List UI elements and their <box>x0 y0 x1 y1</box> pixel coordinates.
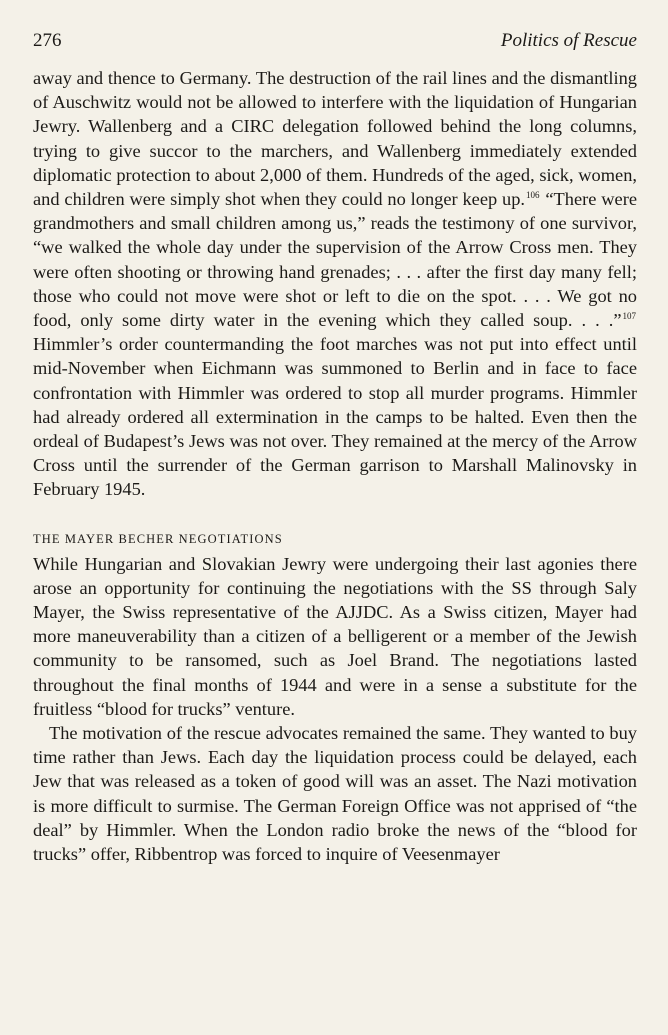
running-head <box>33 30 637 60</box>
footnote-ref-107: 107 <box>622 311 636 322</box>
page-number: 276 <box>33 30 62 51</box>
running-title: Politics of Rescue <box>500 30 637 51</box>
section-heading: THE MAYER BECHER NEGOTIATIONS <box>33 531 283 546</box>
body-text <box>33 66 637 866</box>
paragraph-1-text-b: “There were grandmothers and small children among us,” reads the testimony of one survivor, “we walked the whole day under the supervision of the Arrow Cross men. They were often shooting or throwing hand grenades; . . . after the first day many fell; those who could not move were shot or left to die on the spot. . . . We got no food, only some dirty water in the evening which they called soup. . . .” <box>33 189 637 331</box>
book-page <box>33 30 637 866</box>
paragraph-3: The motivation of the rescue advocates remained the same. They wanted to buy time rather than Jews. Each day the liquidation process could be delayed, each Jew that was released as a token of good will was an asset. The Nazi motivation is more difficult to surmise. The German Foreign Office was not apprised of “the deal” by Himmler. When the London radio broke the news of the “blood for trucks” offer, Ribbentrop was forced to inquire of Veesenmayer <box>33 723 637 865</box>
paragraph-1-text-c: Himmler’s order countermanding the foot marches was not put into effect until mid-November when Eichmann was summoned to Berlin and in face to face confrontation with Himmler was ordered to stop all murder programs. Himmler had already ordered all extermination in the camps to be halted. Even then the ordeal of Budapest’s Jews was not over. They remained at the mercy of the Arrow Cross until the surrender of the German garrison to Marshall Malinovsky in February 1945. <box>33 334 637 500</box>
paragraph-1-text-a: away and thence to Germany. The destruction of the rail lines and the dismantling of Auschwitz would not be allowed to interfere with the liquidation of Hungarian Jewry. Wallenberg and a CIRC delegation followed behind the long columns, trying to give succor to the marchers, and Wallenberg immediately extended diplomatic protection to about 2,000 of them. Hundreds of the aged, sick, women, and children were simply shot when they could no longer keep up. <box>33 68 637 210</box>
paragraph-2: While Hungarian and Slovakian Jewry were undergoing their last agonies there arose an opportunity for continuing the negotiations with the SS through Saly Mayer, the Swiss representative of the AJJDC. As a Swiss citizen, Mayer had more maneuverability than a citizen of a belligerent or a member of the Jewish community to be ransomed, such as Joel Brand. The negotiations lasted throughout the final months of 1944 and were in a sense a substitute for the fruitless “blood for trucks” venture. <box>33 553 637 719</box>
footnote-ref-106: 106 <box>526 190 540 201</box>
paragraph-1 <box>33 66 637 502</box>
